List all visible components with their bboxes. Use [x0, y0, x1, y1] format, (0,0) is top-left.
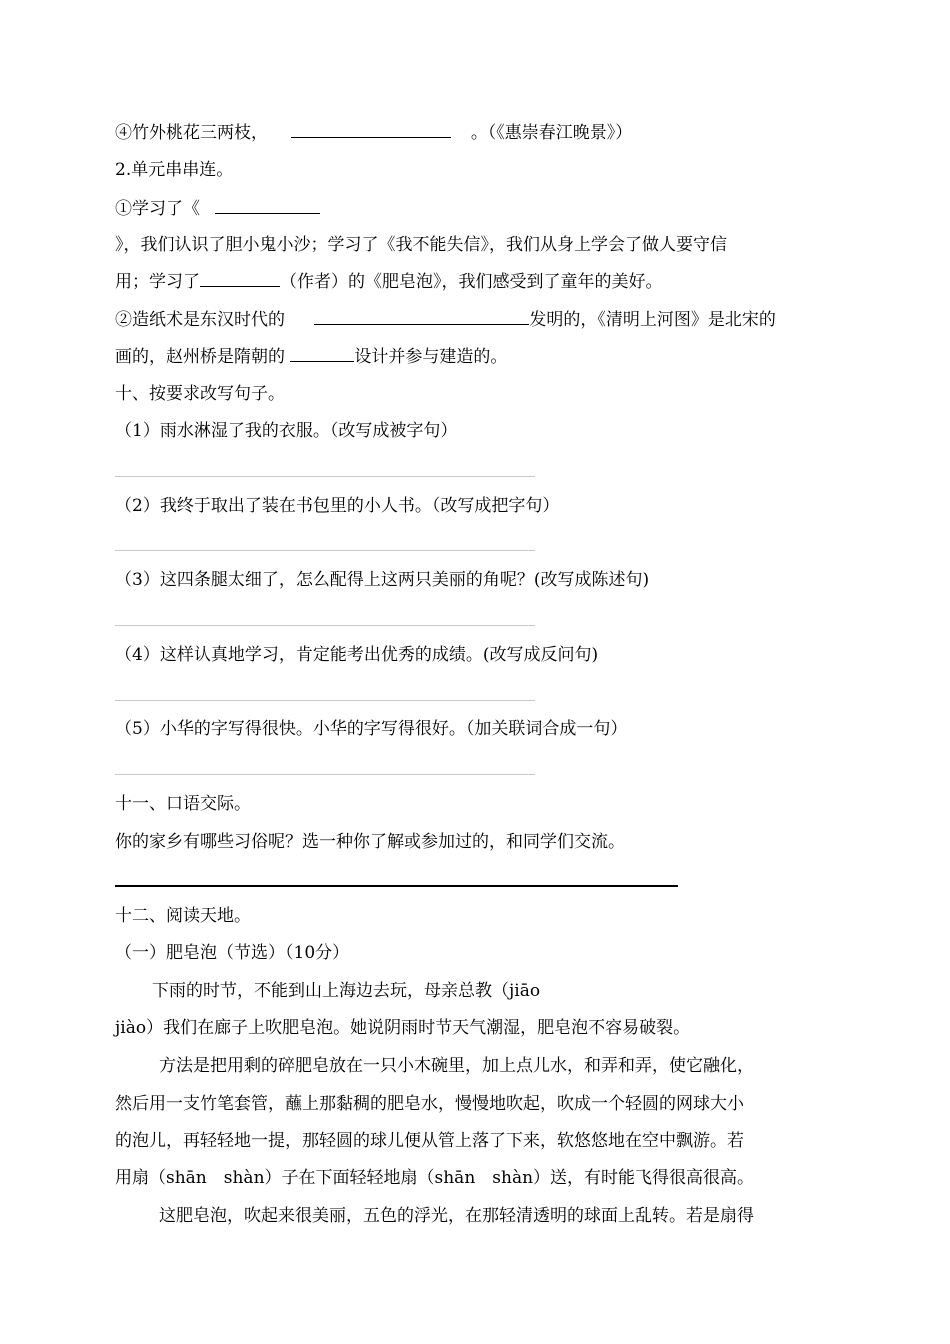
- unit-heading: 2.单元串串连。: [115, 160, 234, 180]
- answer-line[interactable]: [115, 700, 535, 701]
- answer-line[interactable]: [115, 550, 535, 551]
- passage-line: 这肥皂泡，吹起来很美丽，五色的浮光，在那轻清透明的球面上乱转。若是扇得: [159, 1206, 754, 1226]
- rewrite-question-3: （3）这四条腿太细了，怎么配得上这两只美丽的角呢？(改写成陈述句): [115, 570, 650, 590]
- answer-line[interactable]: [115, 885, 678, 887]
- fill-item-4: ④竹外桃花三两枝， 。（《惠崇春江晚景》）: [115, 119, 632, 146]
- fill-item-2-line2: 画的，赵州桥是隋朝的 设计并参与建造的。: [115, 343, 507, 370]
- answer-line[interactable]: [115, 476, 535, 477]
- fill-blank[interactable]: [291, 119, 451, 138]
- fill-blank[interactable]: [290, 343, 354, 362]
- rewrite-question-2: （2）我终于取出了装在书包里的小人书。（改写成把字句）: [115, 496, 560, 516]
- rewrite-heading: 十、按要求改写句子。: [115, 384, 285, 404]
- answer-line[interactable]: [115, 625, 535, 626]
- fill-blank[interactable]: [215, 195, 320, 214]
- answer-line[interactable]: [115, 774, 535, 775]
- passage-line: 方法是把用剩的碎肥皂放在一只小木碗里，加上点儿水，和弄和弄，使它融化，: [159, 1056, 754, 1076]
- oral-heading: 十一、口语交际。: [115, 794, 251, 814]
- reading-heading: 十二、阅读天地。: [115, 906, 251, 926]
- rewrite-question-1: （1）雨水淋湿了我的衣服。（改写成被字句）: [115, 421, 458, 441]
- reading-subheading: （一）肥皂泡（节选）（10分）: [115, 943, 350, 963]
- passage-line: 然后用一支竹笔套管，蘸上那黏稠的肥皂水，慢慢地吹起，吹成一个轻圆的网球大小: [115, 1094, 744, 1114]
- fill-blank[interactable]: [200, 268, 280, 287]
- fill-item-2: ②造纸术是东汉时代的 发明的，《清明上河图》是北宋的: [115, 306, 776, 333]
- fill-item-1-line3: 用；学习了 （作者）的《肥皂泡》，我们感受到了童年的美好。: [115, 268, 663, 295]
- passage-line: jiào）我们在廊子上吹肥皂泡。她说阴雨时节天气潮湿，肥皂泡不容易破裂。: [115, 1018, 691, 1038]
- fill-blank[interactable]: [314, 306, 529, 325]
- passage-line: 用扇（shān shàn）子在下面轻轻地扇（shān shàn）送，有时能飞得很高很高。: [115, 1168, 755, 1188]
- rewrite-question-4: （4）这样认真地学习，肯定能考出优秀的成绩。(改写成反问句): [115, 645, 599, 665]
- passage-line: 的泡儿，再轻轻地一提，那轻圆的球儿便从管上落了下来，软悠悠地在空中飘游。若: [115, 1131, 744, 1151]
- oral-prompt: 你的家乡有哪些习俗呢？选一种你了解或参加过的，和同学们交流。: [115, 832, 625, 852]
- fill-item-1-line2: 》，我们认识了胆小鬼小沙；学习了《我不能失信》，我们从身上学会了做人要守信: [115, 235, 727, 255]
- rewrite-question-5: （5）小华的字写得很快。小华的字写得很好。（加关联词合成一句）: [115, 719, 628, 739]
- fill-item-1: ①学习了《: [115, 195, 320, 222]
- passage-line: 下雨的时节，不能到山上海边去玩，母亲总教（jiāo: [152, 981, 541, 1001]
